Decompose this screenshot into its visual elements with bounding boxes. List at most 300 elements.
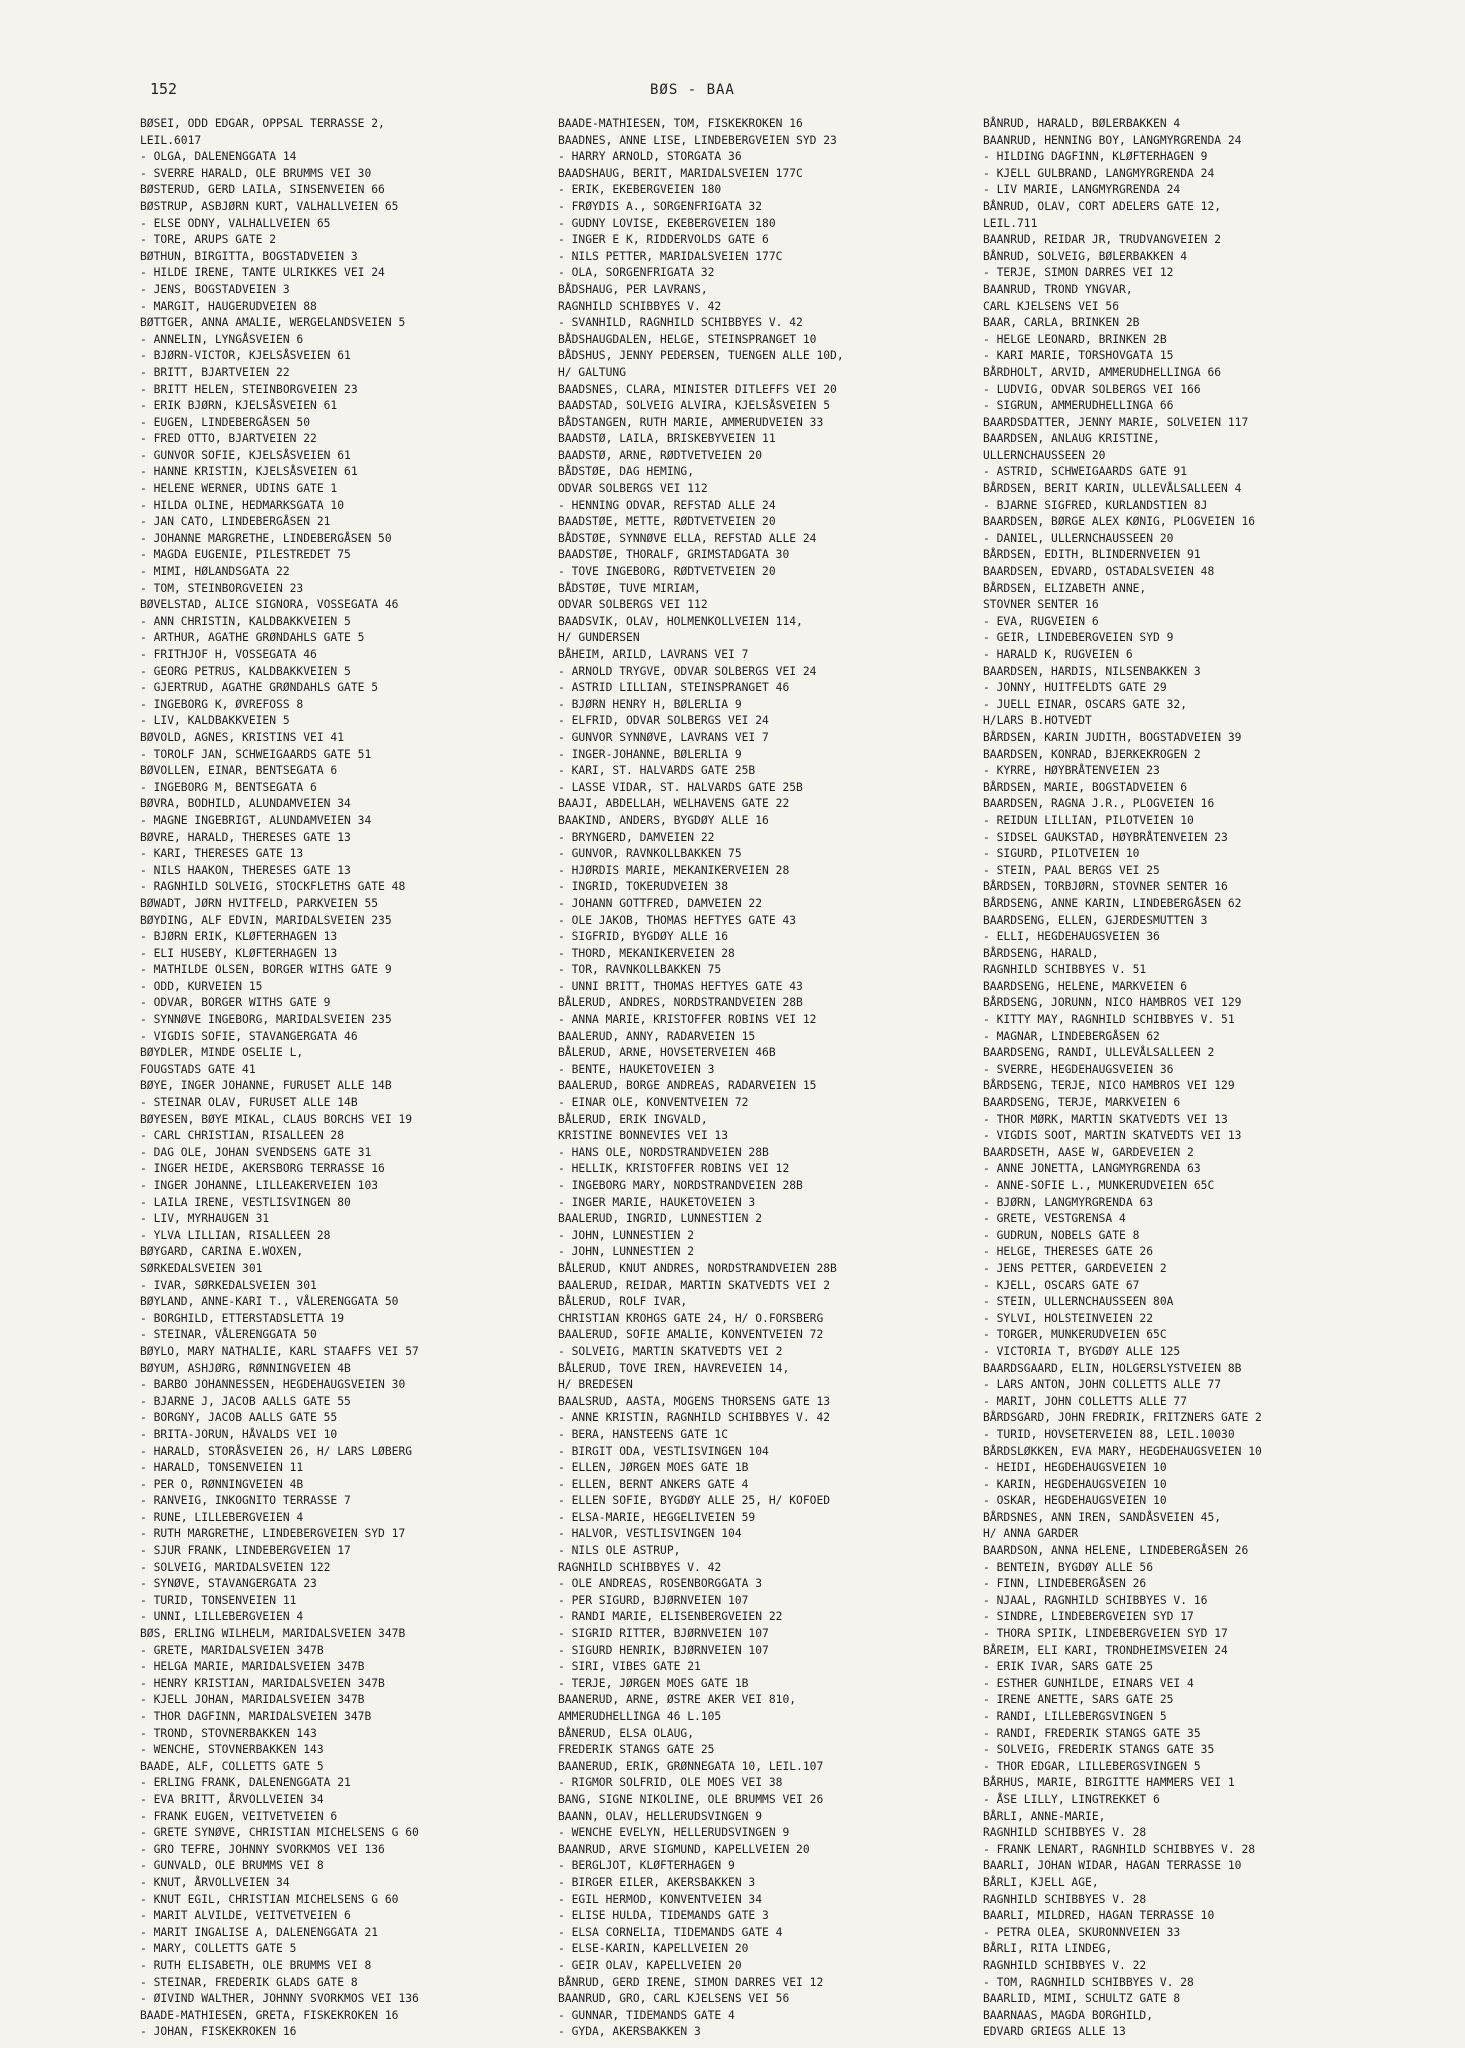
- directory-entry: - GRO TEFRE, JOHNNY SVORKMOS VEI 136: [140, 1842, 385, 1856]
- directory-entry: BAALERUD, ANNY, RADARVEIEN 15: [558, 1029, 756, 1043]
- directory-entry: - JAN CATO, LINDEBERGÅSEN 21: [140, 515, 331, 529]
- directory-entry: - STEINAR, FREDERIK GLADS GATE 8: [140, 1975, 358, 1989]
- directory-entry: - ELSE ODNY, VALHALLVEIEN 65: [140, 216, 331, 230]
- directory-entry: BANG, SIGNE NIKOLINE, OLE BRUMMS VEI 26: [558, 1792, 824, 1806]
- directory-entry: - TORE, ARUPS GATE 2: [140, 233, 277, 247]
- directory-entry: - INGER E K, RIDDERVOLDS GATE 6: [558, 233, 769, 247]
- directory-entry: BAANERUD, ARNE, ØSTRE AKER VEI 810,: [558, 1693, 797, 1707]
- directory-entry: - IVAR, SØRKEDALSVEIEN 301: [140, 1278, 317, 1292]
- directory-entry: - JENS PETTER, GARDEVEIEN 2: [983, 1261, 1167, 1275]
- directory-entry: - HARALD, TONSENVEIEN 11: [140, 1461, 304, 1475]
- directory-entry: BAARDSDATTER, JENNY MARIE, SOLVEIEN 117: [983, 415, 1249, 429]
- directory-entry: BÅRLI, RITA LINDEG,: [983, 1942, 1113, 1956]
- column-3: [983, 116, 1403, 2041]
- directory-entry: - GRETE, MARIDALSVEIEN 347B: [140, 1643, 324, 1657]
- directory-entry: - MAGDA EUGENIE, PILESTREDET 75: [140, 548, 351, 562]
- directory-entry: - GUNVOR SYNNØVE, LAVRANS VEI 7: [558, 730, 769, 744]
- directory-entry: - HILDING DAGFINN, KLØFTERHAGEN 9: [983, 150, 1208, 164]
- directory-entry: - GEIR OLAV, KAPELLVEIEN 20: [558, 1958, 742, 1972]
- directory-entry: BØSEI, ODD EDGAR, OPPSAL TERRASSE 2,: [140, 117, 385, 130]
- directory-entry: - GYDA, AKERSBAKKEN 3: [558, 2025, 701, 2039]
- directory-entry: BAADSTØE, METTE, RØDTVETVEIEN 20: [558, 515, 776, 529]
- directory-entry: BAARDSEN, RAGNA J.R., PLOGVEIEN 16: [983, 797, 1215, 811]
- directory-entry: - ELLEN SOFIE, BYGDØY ALLE 25, H/ KOFOED: [558, 1494, 831, 1508]
- directory-entry: - HELGA MARIE, MARIDALSVEIEN 347B: [140, 1660, 365, 1674]
- directory-entry: BØYDLER, MINDE OSELIE L,: [140, 1046, 304, 1060]
- directory-entry: - LIV, MYRHAUGEN 31: [140, 1212, 270, 1226]
- directory-entry: - GUNVOR, RAVNKOLLBAKKEN 75: [558, 847, 742, 861]
- directory-entry: - SOLVEIG, FREDERIK STANGS GATE 35: [983, 1743, 1215, 1757]
- directory-entry: - ASTRID LILLIAN, STEINSPRANGET 46: [558, 681, 790, 695]
- directory-entry: BÅDSTANGEN, RUTH MARIE, AMMERUDVEIEN 33: [558, 415, 824, 429]
- directory-entry: BØYDING, ALF EDVIN, MARIDALSVEIEN 235: [140, 913, 392, 927]
- directory-entry: - BIRGIT ODA, VESTLISVINGEN 104: [558, 1444, 769, 1458]
- directory-entry: BØYESEN, BØYE MIKAL, CLAUS BORCHS VEI 19: [140, 1112, 413, 1126]
- directory-entry: BÅNRUD, OLAV, CORT ADELERS GATE 12,: [983, 199, 1222, 213]
- directory-entry: - BJARNE SIGFRED, KURLANDSTIEN 8J: [983, 498, 1208, 512]
- directory-entry: BÅLERUD, TOVE IREN, HAVREVEIEN 14,: [558, 1361, 790, 1375]
- directory-entry: - RANDI, LILLEBERGSVINGEN 5: [983, 1710, 1167, 1723]
- directory-entry: - FRØYDIS A., SORGENFRIGATA 32: [558, 199, 763, 213]
- directory-entry: BÅNRUD, SOLVEIG, BØLERBAKKEN 4: [983, 249, 1188, 263]
- directory-entry: - TROND, STOVNERBAKKEN 143: [140, 1726, 317, 1740]
- directory-entry: - MATHILDE OLSEN, BORGER WITHS GATE 9: [140, 963, 392, 977]
- directory-entry: - SVERRE HARALD, OLE BRUMMS VEI 30: [140, 166, 372, 180]
- directory-entry: - HENNING ODVAR, REFSTAD ALLE 24: [558, 498, 776, 512]
- directory-entry: FREDERIK STANGS GATE 25: [558, 1743, 715, 1757]
- directory-entry: BAANRUD, ARVE SIGMUND, KAPELLVEIEN 20: [558, 1842, 810, 1856]
- directory-entry: - BRITA-JORUN, HÅVALDS VEI 10: [140, 1427, 338, 1441]
- page-number: 152: [150, 80, 178, 98]
- directory-entry: - HANS OLE, NORDSTRANDVEIEN 28B: [558, 1145, 769, 1159]
- directory-entry: BAAKIND, ANDERS, BYGDØY ALLE 16: [558, 813, 769, 827]
- directory-entry: - ANNA MARIE, KRISTOFFER ROBINS VEI 12: [558, 1013, 817, 1027]
- directory-entry: - BJØRN, LANGMYRGRENDA 63: [983, 1195, 1154, 1209]
- directory-entry: - TERJE, JØRGEN MOES GATE 1B: [558, 1676, 749, 1690]
- directory-entry: - NILS OLE ASTRUP,: [558, 1544, 681, 1558]
- directory-entry: - ANNE JONETTA, LANGMYRGRENDA 63: [983, 1162, 1201, 1176]
- directory-entry: BÅDSTØE, SYNNØVE ELLA, REFSTAD ALLE 24: [558, 531, 817, 545]
- directory-entry: - TORGER, MUNKERUDVEIEN 65C: [983, 1328, 1167, 1342]
- directory-entry: - ANNE-SOFIE L., MUNKERUDVEIEN 65C: [983, 1179, 1215, 1192]
- directory-entry: H/ ANNA GARDER: [983, 1527, 1079, 1541]
- directory-entry: - BERGLJOT, KLØFTERHAGEN 9: [558, 1859, 735, 1873]
- directory-entry: - BRITT HELEN, STEINBORGVEIEN 23: [140, 382, 358, 396]
- directory-entry: RAGNHILD SCHIBBYES V. 28: [983, 1892, 1147, 1906]
- directory-entry: - ELSA CORNELIA, TIDEMANDS GATE 4: [558, 1925, 783, 1939]
- directory-entry: - LAILA IRENE, VESTLISVINGEN 80: [140, 1195, 351, 1209]
- directory-entry: - KARI, ST. HALVARDS GATE 25B: [558, 764, 756, 778]
- directory-entry: - ASTRID, SCHWEIGAARDS GATE 91: [983, 465, 1188, 479]
- directory-entry: BØYLAND, ANNE-KARI T., VÅLERENGGATA 50: [140, 1295, 399, 1309]
- directory-entry: - GUNNAR, TIDEMANDS GATE 4: [558, 2008, 735, 2022]
- directory-entry: - GJERTRUD, AGATHE GRØNDAHLS GATE 5: [140, 681, 379, 695]
- directory-entry: - ERIK BJØRN, KJELSÅSVEIEN 61: [140, 399, 338, 413]
- directory-entry: BÅDSTØE, TUVE MIRIAM,: [558, 581, 701, 595]
- directory-entry: AMMERUDHELLINGA 46 L.105: [558, 1710, 722, 1723]
- directory-entry: - ODVAR, BORGER WITHS GATE 9: [140, 996, 331, 1010]
- directory-entry: - STEIN, PAAL BERGS VEI 25: [983, 863, 1160, 877]
- directory-entry: BÅNRUD, GERD IRENE, SIMON DARRES VEI 12: [558, 1975, 824, 1989]
- directory-entry: - FRITHJOF H, VOSSEGATA 46: [140, 648, 317, 661]
- directory-entry: - REIDUN LILLIAN, PILOTVEIEN 10: [983, 813, 1194, 827]
- directory-entry: RAGNHILD SCHIBBYES V. 51: [983, 963, 1147, 977]
- directory-entry: - HARALD, STORÅSVEIEN 26, H/ LARS LØBERG: [140, 1444, 413, 1458]
- directory-entry: BÅRDSEN, MARIE, BOGSTADVEIEN 6: [983, 780, 1188, 794]
- directory-entry: - UNNI, LILLEBERGVEIEN 4: [140, 1610, 304, 1624]
- directory-entry: BAARDSEN, HARDIS, NILSENBAKKEN 3: [983, 664, 1201, 678]
- directory-entry: FOUGSTADS GATE 41: [140, 1062, 256, 1076]
- directory-entry: - STEIN, ULLERNCHAUSSEEN 80A: [983, 1295, 1174, 1309]
- directory-entry: BÅRDSENG, ANNE KARIN, LINDEBERGÅSEN 62: [983, 896, 1242, 910]
- directory-entry: - MARIT INGALISE A, DALENENGGATA 21: [140, 1925, 379, 1939]
- directory-entry: BAANRUD, HENNING BOY, LANGMYRGRENDA 24: [983, 133, 1242, 147]
- directory-entry: - HILDE IRENE, TANTE ULRIKKES VEI 24: [140, 266, 385, 280]
- directory-entry: BAALERUD, REIDAR, MARTIN SKATVEDTS VEI 2: [558, 1278, 831, 1292]
- directory-entry: BAARDSON, ANNA HELENE, LINDEBERGÅSEN 26: [983, 1544, 1249, 1558]
- directory-entry: - RUTH MARGRETHE, LINDEBERGVEIEN SYD 17: [140, 1527, 406, 1541]
- directory-entry: - ARTHUR, AGATHE GRØNDAHLS GATE 5: [140, 631, 365, 645]
- directory-entry: - HENRY KRISTIAN, MARIDALSVEIEN 347B: [140, 1676, 385, 1690]
- directory-entry: - LARS ANTON, JOHN COLLETTS ALLE 77: [983, 1378, 1222, 1392]
- directory-entry: BAARDSENG, ELLEN, GJERDESMUTTEN 3: [983, 913, 1208, 927]
- directory-entry: - THOR MØRK, MARTIN SKATVEDTS VEI 13: [983, 1112, 1228, 1126]
- directory-entry: - FINN, LINDEBERGÅSEN 26: [983, 1577, 1147, 1591]
- directory-entry: BAARDSENG, TERJE, MARKVEIEN 6: [983, 1096, 1181, 1110]
- directory-entry: - SINDRE, LINDEBERGVEIEN SYD 17: [983, 1610, 1194, 1624]
- directory-entry: - EGIL HERMOD, KONVENTVEIEN 34: [558, 1892, 763, 1906]
- directory-entry: BÅDSHAUGDALEN, HELGE, STEINSPRANGET 10: [558, 332, 817, 346]
- directory-entry: BÅRDSENG, TERJE, NICO HAMBROS VEI 129: [983, 1079, 1235, 1093]
- directory-entry: - GEIR, LINDEBERGVEIEN SYD 9: [983, 631, 1174, 645]
- directory-entry: - BARBO JOHANNESSEN, HEGDEHAUGSVEIEN 30: [140, 1378, 406, 1392]
- directory-entry: BØYLO, MARY NATHALIE, KARL STAAFFS VEI 57: [140, 1344, 419, 1358]
- directory-entry: - KJELL, OSCARS GATE 67: [983, 1278, 1140, 1292]
- directory-entry: - ERIK IVAR, SARS GATE 25: [983, 1660, 1154, 1674]
- directory-entry: - TURID, HOVSETERVEIEN 88, LEIL.10030: [983, 1427, 1235, 1441]
- directory-entry: - VICTORIA T, BYGDØY ALLE 125: [983, 1344, 1181, 1358]
- directory-entry: BØTTGER, ANNA AMALIE, WERGELANDSVEIEN 5: [140, 316, 406, 330]
- directory-entry: BAANERUD, ERIK, GRØNNEGATA 10, LEIL.107: [558, 1759, 824, 1773]
- directory-entry: - RUTH ELISABETH, OLE BRUMMS VEI 8: [140, 1958, 372, 1972]
- running-head: BØS - BAA: [650, 82, 735, 98]
- directory-entry: BAANRUD, GRO, CARL KJELSENS VEI 56: [558, 1992, 790, 2006]
- directory-entry: BÅNRUD, HARALD, BØLERBAKKEN 4: [983, 117, 1181, 130]
- directory-entry: - BJØRN-VICTOR, KJELSÅSVEIEN 61: [140, 349, 351, 363]
- directory-entry: - KNUT EGIL, CHRISTIAN MICHELSENS G 60: [140, 1892, 399, 1906]
- directory-entry: BÅHEIM, ARILD, LAVRANS VEI 7: [558, 648, 749, 661]
- directory-entry: - FRANK EUGEN, VEITVETVEIEN 6: [140, 1809, 338, 1823]
- directory-entry: BAADE-MATHIESEN, TOM, FISKEKROKEN 16: [558, 117, 803, 130]
- directory-entry: - THORA SPIIK, LINDEBERGVEIEN SYD 17: [983, 1627, 1228, 1641]
- directory-entry: STOVNER SENTER 16: [983, 598, 1099, 612]
- directory-entry: - GUNVOR SOFIE, KJELSÅSVEIEN 61: [140, 448, 351, 462]
- directory-entry: BAANRUD, REIDAR JR, TRUDVANGVEIEN 2: [983, 233, 1222, 247]
- directory-entry: - EVA BRITT, ÅRVOLLVEIEN 34: [140, 1792, 324, 1806]
- directory-entry: BAADE-MATHIESEN, GRETA, FISKEKROKEN 16: [140, 2008, 399, 2022]
- directory-entry: - BRYNGERD, DAMVEIEN 22: [558, 830, 715, 844]
- directory-entry: - SIGRUN, AMMERUDHELLINGA 66: [983, 399, 1174, 413]
- directory-entry: - NILS HAAKON, THERESES GATE 13: [140, 863, 351, 877]
- directory-entry: - INGER JOHANNE, LILLEAKERVEIEN 103: [140, 1179, 379, 1192]
- directory-entry: - STEINAR OLAV, FURUSET ALLE 14B: [140, 1096, 358, 1110]
- directory-entry: - OSKAR, HEGDEHAUGSVEIEN 10: [983, 1494, 1167, 1508]
- directory-entry: - WENCHE, STOVNERBAKKEN 143: [140, 1743, 324, 1757]
- directory-entry: - ELLEN, JØRGEN MOES GATE 1B: [558, 1461, 749, 1475]
- directory-entry: - ANNE KRISTIN, RAGNHILD SCHIBBYES V. 42: [558, 1411, 831, 1425]
- directory-entry: BAADSVIK, OLAV, HOLMENKOLLVEIEN 114,: [558, 614, 803, 628]
- directory-entry: - BENTEIN, BYGDØY ALLE 56: [983, 1560, 1154, 1574]
- directory-entry: - NILS PETTER, MARIDALSVEIEN 177C: [558, 249, 783, 263]
- directory-entry: - JONNY, HUITFELDTS GATE 29: [983, 681, 1167, 695]
- directory-entry: - BRITT, BJARTVEIEN 22: [140, 365, 290, 379]
- directory-entry: BÅRHUS, MARIE, BIRGITTE HAMMERS VEI 1: [983, 1776, 1235, 1790]
- directory-entry: - LIV, KALDBAKKVEIEN 5: [140, 714, 290, 728]
- directory-entry: - BJØRN HENRY H, BØLERLIA 9: [558, 697, 742, 711]
- directory-entry: - LIV MARIE, LANGMYRGRENDA 24: [983, 183, 1181, 197]
- directory-entry: - BORGNY, JACOB AALLS GATE 55: [140, 1411, 338, 1425]
- directory-entry: BØTHUN, BIRGITTA, BOGSTADVEIEN 3: [140, 249, 358, 263]
- directory-entry: - KYRRE, HØYBRÅTENVEIEN 23: [983, 764, 1160, 778]
- directory-entry: BÅRDSEN, TORBJØRN, STOVNER SENTER 16: [983, 880, 1228, 894]
- directory-entry: - SVANHILD, RAGNHILD SCHIBBYES V. 42: [558, 316, 803, 330]
- directory-entry: - INGER-JOHANNE, BØLERLIA 9: [558, 747, 742, 761]
- directory-entry: - ELFRID, ODVAR SOLBERGS VEI 24: [558, 714, 769, 728]
- directory-entry: - ELISE HULDA, TIDEMANDS GATE 3: [558, 1909, 769, 1923]
- directory-entry: - BENTE, HAUKETOVEIEN 3: [558, 1062, 715, 1076]
- directory-entry: - OLA, SORGENFRIGATA 32: [558, 266, 715, 280]
- directory-entry: BØSTRUP, ASBJØRN KURT, VALHALLVEIEN 65: [140, 199, 399, 213]
- directory-entry: BÅDSTØE, DAG HEMING,: [558, 465, 695, 479]
- directory-entry: BÅLERUD, ARNE, HOVSETERVEIEN 46B: [558, 1046, 776, 1060]
- directory-entry: - HILDA OLINE, HEDMARKSGATA 10: [140, 498, 345, 512]
- directory-entry: - INGEBORG M, BENTSEGATA 6: [140, 780, 317, 794]
- directory-entry: BÅLERUD, ANDRES, NORDSTRANDVEIEN 28B: [558, 996, 803, 1010]
- directory-entry: H/ GALTUNG: [558, 365, 627, 379]
- directory-entry: - GUDNY LOVISE, EKEBERGVEIEN 180: [558, 216, 776, 230]
- directory-entry: - SIGURD HENRIK, BJØRNVEIEN 107: [558, 1643, 769, 1657]
- directory-entry: BØWADT, JØRN HVITFELD, PARKVEIEN 55: [140, 896, 379, 910]
- directory-entry: BAADSHAUG, BERIT, MARIDALSVEIEN 177C: [558, 166, 803, 180]
- directory-entry: ODVAR SOLBERGS VEI 112: [558, 482, 708, 496]
- directory-entry: BÅRDSENG, HARALD,: [983, 946, 1099, 960]
- directory-entry: - SOLVEIG, MARTIN SKATVEDTS VEI 2: [558, 1344, 783, 1358]
- directory-entry: BØYE, INGER JOHANNE, FURUSET ALLE 14B: [140, 1079, 392, 1093]
- directory-entry: BAADSTØ, LAILA, BRISKEBYVEIEN 11: [558, 432, 776, 446]
- directory-entry: - GUDRUN, NOBELS GATE 8: [983, 1228, 1140, 1242]
- directory-entry: - TOROLF JAN, SCHWEIGAARDS GATE 51: [140, 747, 372, 761]
- directory-entry: - SIGRID RITTER, BJØRNVEIEN 107: [558, 1627, 769, 1641]
- directory-entry: BAADSTAD, SOLVEIG ALVIRA, KJELSÅSVEIEN 5: [558, 399, 831, 413]
- directory-entry: BAARDSENG, HELENE, MARKVEIEN 6: [983, 979, 1188, 993]
- directory-entry: - KARI MARIE, TORSHOVGATA 15: [983, 349, 1174, 363]
- directory-entry: LEIL.711: [983, 216, 1038, 230]
- directory-entry: - SIRI, VIBES GATE 21: [558, 1660, 701, 1674]
- directory-entry: - OLE JAKOB, THOMAS HEFTYES GATE 43: [558, 913, 797, 927]
- directory-entry: - HELLIK, KRISTOFFER ROBINS VEI 12: [558, 1162, 790, 1176]
- directory-entry: BAALERUD, BORGE ANDREAS, RADARVEIEN 15: [558, 1079, 817, 1093]
- directory-entry: - GEORG PETRUS, KALDBAKKVEIEN 5: [140, 664, 351, 678]
- directory-entry: BÅRDSEN, BERIT KARIN, ULLEVÅLSALLEEN 4: [983, 482, 1242, 496]
- directory-entry: BÅRDSEN, ELIZABETH ANNE,: [983, 581, 1147, 595]
- directory-entry: - ØIVIND WALTHER, JOHNNY SVORKMOS VEI 136: [140, 1992, 419, 2006]
- directory-entry: - SIGFRID, BYGDØY ALLE 16: [558, 930, 729, 944]
- directory-entry: - THOR EDGAR, LILLEBERGSVINGEN 5: [983, 1759, 1201, 1773]
- directory-entry: - SYNØVE, STAVANGERGATA 23: [140, 1577, 317, 1591]
- directory-entry: BAARDSGAARD, ELIN, HOLGERSLYSTVEIEN 8B: [983, 1361, 1242, 1375]
- directory-entry: BAARNAAS, MAGDA BORGHILD,: [983, 2008, 1154, 2022]
- directory-entry: - JOHN, LUNNESTIEN 2: [558, 1245, 695, 1259]
- directory-entry: - HEIDI, HEGDEHAUGSVEIEN 10: [983, 1461, 1167, 1475]
- directory-entry: - NJAAL, RAGNHILD SCHIBBYES V. 16: [983, 1593, 1208, 1607]
- directory-entry: - ANNELIN, LYNGÅSVEIEN 6: [140, 332, 304, 346]
- directory-entry: - IRENE ANETTE, SARS GATE 25: [983, 1693, 1174, 1707]
- directory-entry: - OLGA, DALENENGGATA 14: [140, 150, 297, 164]
- directory-entry: - STEINAR, VÅLERENGGATA 50: [140, 1328, 317, 1342]
- directory-entry: BØYUM, ASHJØRG, RØNNINGVEIEN 4B: [140, 1361, 351, 1375]
- directory-entry: - HELGE LEONARD, BRINKEN 2B: [983, 332, 1167, 346]
- directory-entry: SØRKEDALSVEIEN 301: [140, 1261, 263, 1275]
- directory-entry: - KJELL JOHAN, MARIDALSVEIEN 347B: [140, 1693, 365, 1707]
- directory-entry: - VIGDIS SOFIE, STAVANGERGATA 46: [140, 1029, 358, 1043]
- directory-entry: BAADE, ALF, COLLETTS GATE 5: [140, 1759, 324, 1773]
- directory-entry: - FRANK LENART, RAGNHILD SCHIBBYES V. 28: [983, 1842, 1256, 1856]
- directory-entry: BØVOLD, AGNES, KRISTINS VEI 41: [140, 730, 345, 744]
- directory-entry: BAARLI, JOHAN WIDAR, HAGAN TERRASSE 10: [983, 1859, 1242, 1873]
- directory-entry: - SYNNØVE INGEBORG, MARIDALSVEIEN 235: [140, 1013, 392, 1027]
- directory-entry: BAADSTØ, ARNE, RØDTVETVEIEN 20: [558, 448, 763, 462]
- directory-entry: ULLERNCHAUSSEEN 20: [983, 448, 1106, 462]
- directory-entry: KRISTINE BONNEVIES VEI 13: [558, 1129, 729, 1143]
- directory-entry: BÅLERUD, ROLF IVAR,: [558, 1295, 688, 1309]
- directory-entry: - INGEBORG K, ØVREFOSS 8: [140, 697, 304, 711]
- directory-entry: - BIRGER EILER, AKERSBAKKEN 3: [558, 1875, 756, 1889]
- directory-entry: - ESTHER GUNHILDE, EINARS VEI 4: [983, 1676, 1194, 1690]
- directory-entry: - THOR DAGFINN, MARIDALSVEIEN 347B: [140, 1710, 372, 1723]
- directory-entry: - TOM, STEINBORGVEIEN 23: [140, 581, 304, 595]
- directory-entry: BAANN, OLAV, HELLERUDSVINGEN 9: [558, 1809, 763, 1823]
- directory-entry: RAGNHILD SCHIBBYES V. 28: [983, 1826, 1147, 1840]
- directory-entry: BAARLI, MILDRED, HAGAN TERRASSE 10: [983, 1909, 1215, 1923]
- directory-entry: BÅRDHOLT, ARVID, AMMERUDHELLINGA 66: [983, 365, 1222, 379]
- directory-entry: CHRISTIAN KROHGS GATE 24, H/ O.FORSBERG: [558, 1311, 824, 1325]
- directory-entry: - SIGURD, PILOTVEIEN 10: [983, 847, 1140, 861]
- directory-entry: BAALERUD, INGRID, LUNNESTIEN 2: [558, 1212, 763, 1226]
- directory-entry: BØSTERUD, GERD LAILA, SINSENVEIEN 66: [140, 183, 385, 197]
- directory-entry: - VIGDIS SOOT, MARTIN SKATVEDTS VEI 13: [983, 1129, 1242, 1143]
- directory-entry: - SOLVEIG, MARIDALSVEIEN 122: [140, 1560, 331, 1574]
- directory-entry: - SIDSEL GAUKSTAD, HØYBRÅTENVEIEN 23: [983, 830, 1228, 844]
- directory-entry: BÅRLI, KJELL AGE,: [983, 1875, 1099, 1889]
- directory-entry: H/LARS B.HOTVEDT: [983, 714, 1092, 728]
- directory-entry: - LUDVIG, ODVAR SOLBERGS VEI 166: [983, 382, 1201, 396]
- directory-entry: - DAG OLE, JOHAN SVENDSENS GATE 31: [140, 1145, 372, 1159]
- directory-entry: BAALERUD, SOFIE AMALIE, KONVENTVEIEN 72: [558, 1328, 824, 1342]
- directory-entry: - TOVE INGEBORG, RØDTVETVEIEN 20: [558, 565, 776, 579]
- directory-entry: - BJARNE J, JACOB AALLS GATE 55: [140, 1394, 351, 1408]
- directory-entry: - ELI HUSEBY, KLØFTERHAGEN 13: [140, 946, 338, 960]
- directory-entry: - ARNOLD TRYGVE, ODVAR SOLBERGS VEI 24: [558, 664, 817, 678]
- directory-entry: - JOHN, LUNNESTIEN 2: [558, 1228, 695, 1242]
- directory-entry: - FRED OTTO, BJARTVEIEN 22: [140, 432, 317, 446]
- directory-entry: - ELLI, HEGDEHAUGSVEIEN 36: [983, 930, 1160, 944]
- column-2: [558, 116, 968, 2041]
- directory-entry: BAADSNES, CLARA, MINISTER DITLEFFS VEI 20: [558, 382, 837, 396]
- directory-entry: BØVRA, BODHILD, ALUNDAMVEIEN 34: [140, 797, 351, 811]
- directory-entry: - CARL CHRISTIAN, RISALLEEN 28: [140, 1129, 345, 1143]
- directory-entry: - PER O, RØNNINGVEIEN 4B: [140, 1477, 304, 1491]
- directory-entry: BAAR, CARLA, BRINKEN 2B: [983, 316, 1140, 330]
- directory-entry: - TOR, RAVNKOLLBAKKEN 75: [558, 963, 722, 977]
- directory-entry: BÅRDSGARD, JOHN FREDRIK, FRITZNERS GATE 2: [983, 1411, 1262, 1425]
- directory-entry: BØVOLLEN, EINAR, BENTSEGATA 6: [140, 764, 338, 778]
- directory-entry: - RANDI, FREDERIK STANGS GATE 35: [983, 1726, 1201, 1740]
- directory-entry: - MARGIT, HAUGERUDVEIEN 88: [140, 299, 317, 313]
- directory-entry: - HJØRDIS MARIE, MEKANIKERVEIEN 28: [558, 863, 790, 877]
- directory-entry: BAARDSENG, RANDI, ULLEVÅLSALLEEN 2: [983, 1046, 1215, 1060]
- directory-entry: - GRETE, VESTGRENSA 4: [983, 1212, 1126, 1226]
- directory-entry: - GRETE SYNØVE, CHRISTIAN MICHELSENS G 60: [140, 1826, 419, 1840]
- directory-entry: BÅRDSLØKKEN, EVA MARY, HEGDEHAUGSVEIEN 10: [983, 1444, 1262, 1458]
- directory-entry: - RANDI MARIE, ELISENBERGVEIEN 22: [558, 1610, 783, 1624]
- directory-entry: - JOHANNE MARGRETHE, LINDEBERGÅSEN 50: [140, 531, 392, 545]
- directory-entry: - INGER MARIE, HAUKETOVEIEN 3: [558, 1195, 756, 1209]
- directory-entry: - OLE ANDREAS, ROSENBORGGATA 3: [558, 1577, 763, 1591]
- directory-entry: - ERIK, EKEBERGVEIEN 180: [558, 183, 722, 197]
- directory-entry: - DANIEL, ULLERNCHAUSSEEN 20: [983, 531, 1174, 545]
- directory-entry: - MIMI, HØLANDSGATA 22: [140, 565, 290, 579]
- directory-entry: - ERLING FRANK, DALENENGGATA 21: [140, 1776, 351, 1790]
- directory-entry: RAGNHILD SCHIBBYES V. 42: [558, 299, 722, 313]
- directory-entry: BØS, ERLING WILHELM, MARIDALSVEIEN 347B: [140, 1627, 406, 1641]
- directory-entry: BØYGARD, CARINA E.WOXEN,: [140, 1245, 304, 1259]
- directory-entry: - JOHANN GOTTFRED, DAMVEIEN 22: [558, 896, 763, 910]
- directory-entry: - KARIN, HEGDEHAUGSVEIEN 10: [983, 1477, 1167, 1491]
- directory-entry: - WENCHE EVELYN, HELLERUDSVINGEN 9: [558, 1826, 790, 1840]
- directory-entry: BAARDSEN, KONRAD, BJERKEKROGEN 2: [983, 747, 1201, 761]
- directory-entry: H/ BREDESEN: [558, 1378, 633, 1392]
- directory-entry: - TOM, RAGNHILD SCHIBBYES V. 28: [983, 1975, 1194, 1989]
- directory-entry: BÅLERUD, KNUT ANDRES, NORDSTRANDVEIEN 28B: [558, 1261, 837, 1275]
- directory-entry: - MAGNAR, LINDEBERGÅSEN 62: [983, 1029, 1160, 1043]
- directory-entry: H/ GUNDERSEN: [558, 631, 640, 645]
- directory-entry: BÅRDSEN, KARIN JUDITH, BOGSTADVEIEN 39: [983, 730, 1242, 744]
- directory-entry: BØVRE, HARALD, THERESES GATE 13: [140, 830, 351, 844]
- directory-entry: BÅNERUD, ELSA OLAUG,: [558, 1726, 695, 1740]
- directory-entry: - BJØRN ERIK, KLØFTERHAGEN 13: [140, 930, 338, 944]
- directory-entry: - TURID, TONSENVEIEN 11: [140, 1593, 297, 1607]
- directory-entry: BÅRDSENG, JORUNN, NICO HAMBROS VEI 129: [983, 996, 1242, 1010]
- directory-entry: - HELGE, THERESES GATE 26: [983, 1245, 1154, 1259]
- directory-entry: - INGEBORG MARY, NORDSTRANDVEIEN 28B: [558, 1179, 803, 1192]
- directory-entry: - ELSE-KARIN, KAPELLVEIEN 20: [558, 1942, 749, 1956]
- directory-entry: - PETRA OLEA, SKURONNVEIEN 33: [983, 1925, 1181, 1939]
- directory-entry: - KITTY MAY, RAGNHILD SCHIBBYES V. 51: [983, 1013, 1235, 1027]
- directory-entry: - ANN CHRISTIN, KALDBAKKVEIEN 5: [140, 614, 351, 628]
- directory-entry: - ÅSE LILLY, LINGTREKKET 6: [983, 1792, 1160, 1806]
- directory-entry: BÅRLI, ANNE-MARIE,: [983, 1809, 1106, 1823]
- directory-entry: - ODD, KURVEIEN 15: [140, 979, 263, 993]
- directory-entry: - HANNE KRISTIN, KJELSÅSVEIEN 61: [140, 465, 358, 479]
- directory-entry: - THORD, MEKANIKERVEIEN 28: [558, 946, 735, 960]
- directory-entry: - MARY, COLLETTS GATE 5: [140, 1942, 297, 1956]
- directory-entry: - RIGMOR SOLFRID, OLE MOES VEI 38: [558, 1776, 783, 1790]
- directory-entry: - BERA, HANSTEENS GATE 1C: [558, 1427, 729, 1441]
- directory-entry: - HARALD K, RUGVEIEN 6: [983, 648, 1133, 661]
- directory-entry: - PER SIGURD, BJØRNVEIEN 107: [558, 1593, 749, 1607]
- directory-entry: CARL KJELSENS VEI 56: [983, 299, 1120, 313]
- directory-entry: BAANRUD, TROND YNGVAR,: [983, 282, 1133, 296]
